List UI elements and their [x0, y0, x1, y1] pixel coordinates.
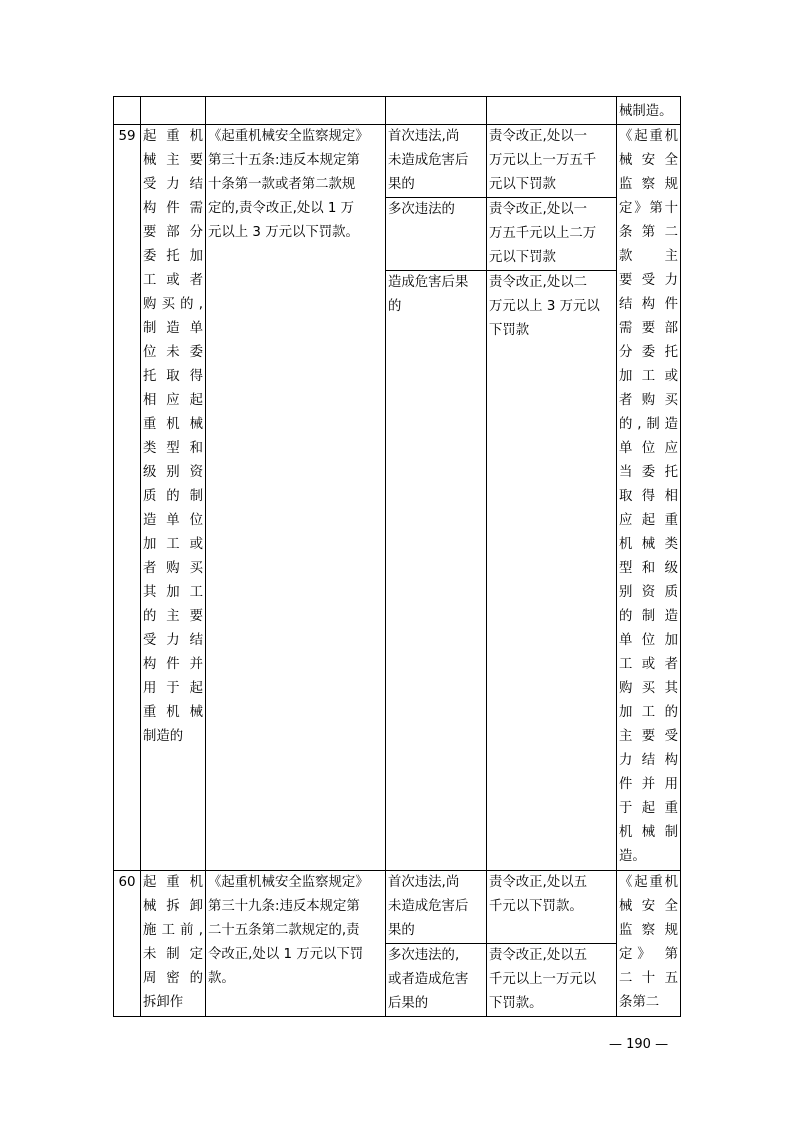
text-line: 购买其 [619, 681, 678, 696]
text-line: 加工或 [143, 537, 203, 552]
text-line: 购买的, [143, 297, 203, 312]
text-line: 下罚款 [489, 323, 530, 338]
text-line: 单位加 [619, 633, 678, 648]
text-line: 单位应 [619, 441, 678, 456]
situation-case [386, 125, 487, 198]
basis-text [617, 871, 681, 1017]
text-line: 定的,责令改正,处以 1 万 [208, 201, 355, 216]
text-line: 起重机 [143, 875, 203, 890]
text-line: 责令改正,处以二 [489, 275, 587, 290]
text-line: 构件需 [143, 201, 203, 216]
text-line: 分委托 [619, 345, 678, 360]
text-line: 款 主 [619, 249, 678, 264]
text-line: 《起重机械安全监察规定》 [208, 129, 369, 144]
text-line: 力结构 [619, 753, 678, 768]
cell-no [114, 97, 141, 125]
text-line: 二十五条第二款规定的,责 [208, 923, 360, 938]
text-line: 的 [388, 299, 402, 314]
text-line: 首次违法,尚 [388, 875, 460, 890]
text-line: 责令改正,处以五 [489, 875, 587, 890]
text-line: 用于起 [143, 681, 203, 696]
text-line: 果的 [388, 177, 415, 192]
cell-situation [386, 97, 487, 125]
cell-measure [487, 97, 617, 125]
text-line: 条第二 [619, 225, 678, 240]
text-line: 未造成危害后 [388, 153, 469, 168]
text-line: 级别资 [143, 465, 203, 480]
text-line: 工或者 [619, 657, 678, 672]
text-line: 械安全 [619, 153, 678, 168]
table-row [114, 125, 681, 198]
text-line: 机械制 [619, 825, 678, 840]
text-line: 定》 第 [619, 947, 678, 962]
text-line: 万五千元以上二万 [489, 226, 597, 241]
text-line: 加工的 [619, 705, 678, 720]
basis-tail-text: 械制造。 [619, 104, 673, 119]
text-line: 机械类 [619, 537, 678, 552]
text-line: 千元以上一万元以 [489, 972, 597, 987]
text-line: 的,制造 [619, 417, 678, 432]
text-line: 十条第一款或者第二款规 [208, 177, 356, 192]
text-line: 受力结 [143, 177, 203, 192]
text-line: 取得相 [619, 489, 678, 504]
text-line: 多次违法的 [388, 202, 455, 217]
text-line: 重机械 [143, 705, 203, 720]
text-line: 件并用 [619, 777, 678, 792]
text-line: 千元以下罚款。 [489, 899, 583, 914]
text-line: 《起重机 [619, 875, 678, 890]
text-line: 者购买 [143, 561, 203, 576]
violation-text [141, 871, 206, 1017]
text-line: 其加工 [143, 585, 203, 600]
text-line: 造单位 [143, 513, 203, 528]
text-line: 第三十九条:违反本规定第 [208, 899, 360, 914]
text-line: 当委托 [619, 465, 678, 480]
penalty-text [206, 871, 386, 1017]
text-line: 要受力 [619, 273, 678, 288]
text-line: 加工或 [619, 369, 678, 384]
text-line: 元以下罚款 [489, 250, 556, 265]
text-line: 周密的 [143, 971, 203, 986]
row-number: 59 [114, 125, 141, 871]
situation-case [386, 944, 487, 1017]
basis-text [617, 125, 681, 871]
regulation-table [113, 96, 681, 1017]
situation-case [386, 871, 487, 944]
situation-case [386, 198, 487, 271]
text-line: 位未委 [143, 345, 203, 360]
text-line: 《起重机 [619, 129, 678, 144]
situation-measure [487, 944, 617, 1017]
situation-measure [487, 125, 617, 198]
text-line: 万元以上一万五千 [489, 153, 597, 168]
text-line: 械主要 [143, 153, 203, 168]
situation-measure [487, 271, 617, 871]
text-line: 械拆卸 [143, 899, 203, 914]
text-line: 构件并 [143, 657, 203, 672]
text-line: 责令改正,处以五 [489, 948, 587, 963]
text-line: 令改正,处以 1 万元以下罚 [208, 947, 364, 962]
text-line: 于起重 [619, 801, 678, 816]
text-line: 主要受 [619, 729, 678, 744]
text-line: 造。 [619, 849, 646, 864]
text-line: 结构件 [619, 297, 678, 312]
penalty-text [206, 125, 386, 871]
text-line: 型和级 [619, 561, 678, 576]
text-line: 受力结 [143, 633, 203, 648]
text-line: 别资质 [619, 585, 678, 600]
text-line: 首次违法,尚 [388, 129, 460, 144]
text-line: 相应起 [143, 393, 203, 408]
text-line: 监察规 [619, 177, 678, 192]
text-line: 监察规 [619, 923, 678, 938]
text-line: 委托加 [143, 249, 203, 264]
text-line: 类型和 [143, 441, 203, 456]
text-line: 未制定 [143, 947, 203, 962]
situation-measure [487, 198, 617, 271]
text-line: 定》第十 [619, 201, 678, 216]
page-number: — 190 — [609, 1037, 669, 1052]
table-row-continued [114, 97, 681, 125]
text-line: 万元以上 3 万元以 [489, 299, 600, 314]
text-line: 责令改正,处以一 [489, 202, 587, 217]
text-line: 款。 [208, 971, 235, 986]
cell-violation [141, 97, 206, 125]
text-line: 未造成危害后 [388, 899, 469, 914]
text-line: 的制造 [619, 609, 678, 624]
text-line: 制造单 [143, 321, 203, 336]
text-line: 第三十五条:违反本规定第 [208, 153, 360, 168]
text-line: 元以下罚款 [489, 177, 556, 192]
text-line: 拆卸作 [143, 995, 184, 1010]
text-line: 施工前, [143, 923, 203, 938]
text-line: 工或者 [143, 273, 203, 288]
situation-measure [487, 871, 617, 944]
violation-text [141, 125, 206, 871]
text-line: 条第二 [619, 995, 660, 1010]
text-line: 《起重机械安全监察规定》 [208, 875, 369, 890]
table-row [114, 871, 681, 944]
text-line: 下罚款。 [489, 996, 543, 1011]
text-line: 造成危害后果 [388, 275, 469, 290]
text-line: 起重机 [143, 129, 203, 144]
text-line: 的主要 [143, 609, 203, 624]
cell-basis [617, 97, 681, 125]
text-line: 托取得 [143, 369, 203, 384]
text-line: 质的制 [143, 489, 203, 504]
text-line: 重机械 [143, 417, 203, 432]
row-number: 60 [114, 871, 141, 1017]
text-line: 要部分 [143, 225, 203, 240]
text-line: 责令改正,处以一 [489, 129, 587, 144]
situation-case [386, 271, 487, 871]
text-line: 果的 [388, 923, 415, 938]
text-line: 或者造成危害 [388, 972, 469, 987]
text-line: 械安全 [619, 899, 678, 914]
text-line: 制造的 [143, 729, 184, 744]
text-line: 多次违法的, [388, 948, 460, 963]
cell-penalty [206, 97, 386, 125]
text-line: 需要部 [619, 321, 678, 336]
text-line: 元以上 3 万元以下罚款。 [208, 225, 359, 240]
text-line: 应起重 [619, 513, 678, 528]
text-line: 后果的 [388, 996, 429, 1011]
text-line: 二十五 [619, 971, 678, 986]
text-line: 者购买 [619, 393, 678, 408]
